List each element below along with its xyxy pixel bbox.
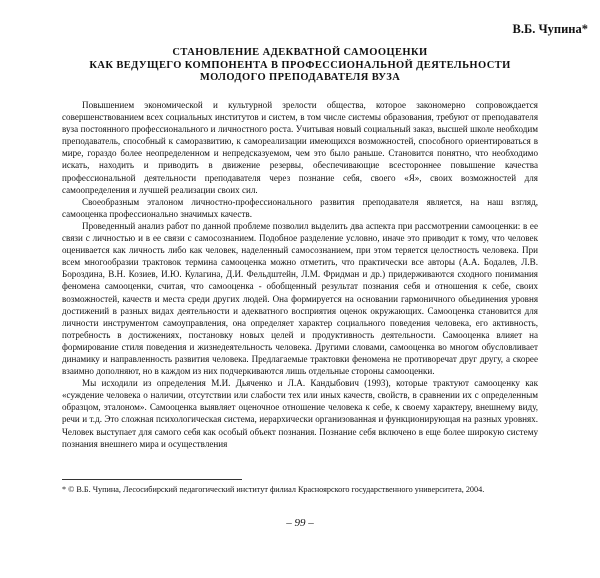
title-line-2: КАК ВЕДУЩЕГО КОМПОНЕНТА В ПРОФЕССИОНАЛЬНОЙ ДЕЯТЕЛЬНОСТИ [89, 59, 511, 71]
article-body [62, 99, 538, 450]
author-name: В.Б. Чупина* [512, 22, 588, 36]
title-line-3: МОЛОДОГО ПРЕПОДАВАТЕЛЯ ВУЗА [199, 72, 401, 83]
paragraph-3: Проведенный анализ работ по данной проблеме позволил выделить два аспекта при рассмотрении самооценки: в ее связи с личностью и в ее связи с самосознанием. Подобное разделение условно, иначе это приводит к тому, что человек оценивается как личность либо как человек, наделенный самосознанием, при этом теряется целостность человека. При всем многообразии трактовок термина самооценка можно отметить, что практически все авторы (А.А. Бодалев, Л.В. Бороздина, В.Н. Козиев, И.Ю. Кулагина, Д.И. Фельдштейн, Л.М. Фридман и др.) придерживаются сходного понимания феномена самооценки, считая, что самооценка - обобщенный результат познания себя и отношения к себе, своих возможностей, качеств и места среди других людей. Она формируется на основании гармоничного обьединения уровня достижений в разных видах деятельности и адекватного восприятия оценок окружающих. Самооценка становится для личности инструментом самоуправления, она определяет характер социального поведения человека, его активность, потребность в достижениях, постановку новых целей и продуктивность деятельности. Самооценка влияет на формирование стиля поведения и жизнедеятельность человека. Другими словами, самооценка во многом обусловливает динамику и направленность развития человека. Предлагаемые трактовки феномена не противоречат друг другу, а скорее взаимно дополняют, но в каждом из них подчеркиваются лишь отдельные стороны самооценки. [62, 220, 538, 377]
article-title [60, 47, 540, 85]
paragraph-4: Мы исходили из определения М.И. Дьяченко и Л.А. Кандыбович (1993), которые трактуют самооценку как «суждение человека о наличии, отсутствии или слабости тех или иных качеств, свойств, в сравнении их с определенным образцом, эталоном». Самооценка выявляет оценочное отношение человека к себе, к своему характеру, внешнему виду, речи и т.д. Это сложная психологическая система, иерархически организованная и функционирующая на разных уровнях. Человек выступает для самого себя как особый объект познания. Познание себя включено в еще более широкую систему познания внешнего мира и осуществления [62, 378, 538, 449]
footnote-divider [62, 479, 242, 480]
paragraph-2: Своеобразным эталоном личностно-профессионального развития преподавателя является, на наш взгляд, самооценка профессионально значимых качеств. [62, 196, 538, 219]
paragraph-1: Повышением экономической и культурной зрелости общества, которое закономерно сопровождается совершенствованием всех социальных институтов и систем, в том числе системы образования, требуют от преподавателя вуза постоянного профессионального и личностного роста. Учитывая новый социальный заказ, высшей школе необходим преподаватель, способный к саморазвитию, к самореализации имеющихся возможностей, способного ориентироваться в мире, гораздо более неопределенном и непредсказуемом, чем это было раньше. Становится понятно, что необходимо искать, находить и приводить в движение резервы, обеспечивающие всестороннее повышение качества профессиональной деятельности преподавателя через познание себя, своего «Я», своих возможностей для самоопределения и лучшей реализации своих сил. [62, 100, 538, 195]
page-number: – 99 – [286, 517, 314, 529]
footnote: * © В.Б. Чупина, Лесосибирский педагогический институт филиал Красноярского государственного университета, 2004. [62, 485, 485, 494]
title-line-1: СТАНОВЛЕНИЕ АДЕКВАТНОЙ САМООЦЕНКИ [172, 47, 428, 58]
